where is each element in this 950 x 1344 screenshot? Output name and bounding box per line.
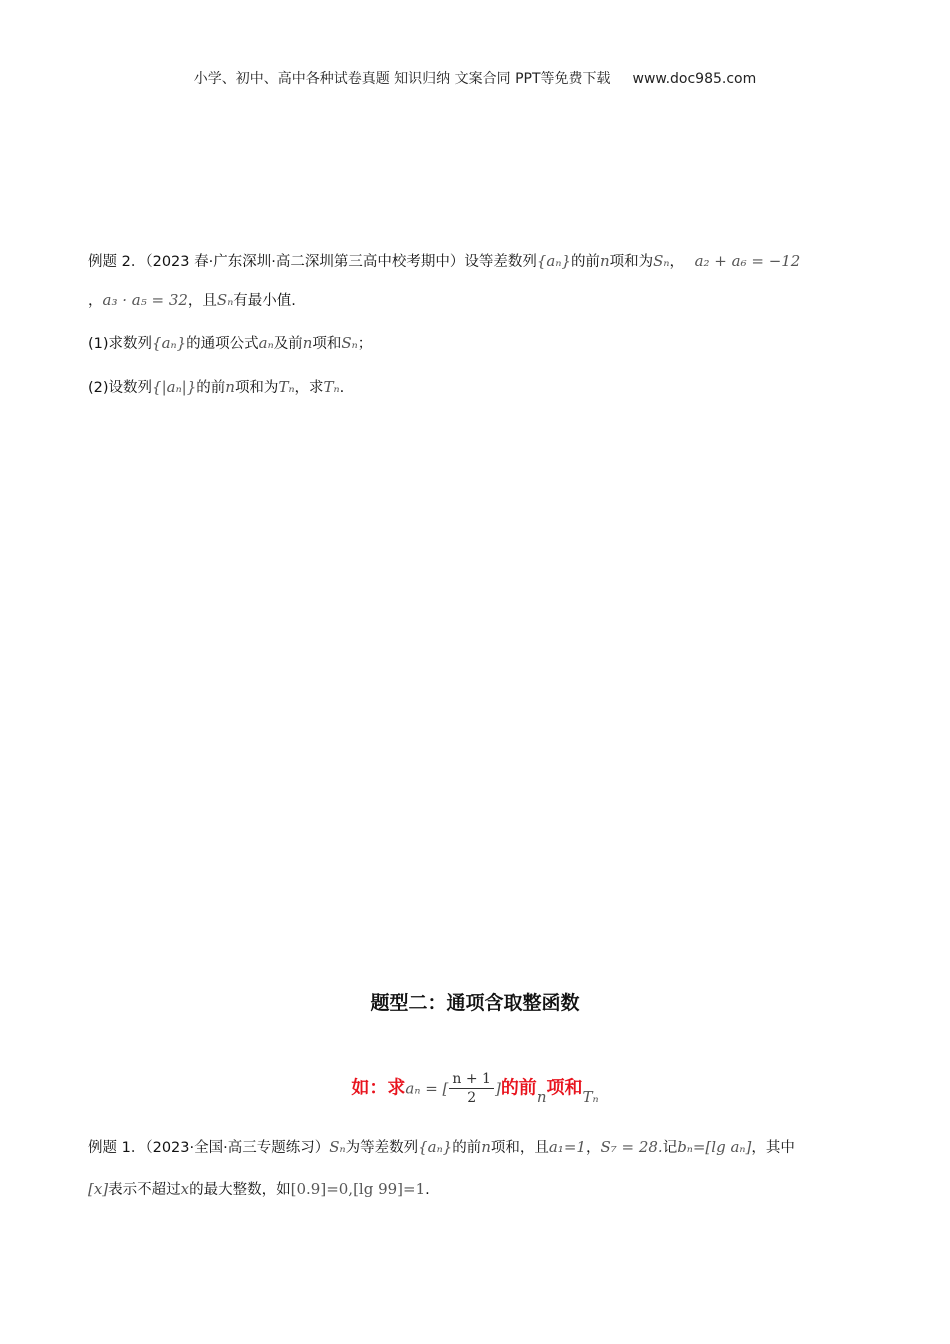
text: ， [88, 293, 103, 309]
math-x: x [180, 1180, 190, 1198]
example1-label: 例题 1． [88, 1140, 146, 1156]
example1-line2 [88, 1178, 430, 1201]
text: ， [585, 1140, 601, 1156]
text: 设等差数列 [464, 254, 537, 270]
math-cond1: a₂ + a₆ = −12 [694, 252, 801, 270]
text: (2)设数列 [88, 380, 153, 396]
math-n: n [302, 334, 313, 352]
text: ，其中 [751, 1140, 795, 1156]
example2-line1 [88, 250, 800, 273]
example1-source: （2023·全国·高三专题练习） [145, 1140, 330, 1156]
math-an-formula-left: aₙ = [ [405, 1079, 449, 1098]
math-n: n [481, 1138, 491, 1156]
math-an-formula-right: ] [494, 1079, 501, 1098]
text: 的前 [570, 254, 600, 270]
math-Sn: Sₙ [329, 1138, 346, 1156]
math-a1: a₁=1 [548, 1138, 586, 1156]
page-header [0, 68, 950, 88]
math-seq-an: {aₙ} [418, 1138, 453, 1156]
text: 的前 [452, 1140, 482, 1156]
text: 项和 [546, 1077, 583, 1099]
text: 项和，且 [490, 1140, 549, 1156]
text: . [425, 1182, 430, 1198]
math-seq-abs-an: {|aₙ|} [152, 378, 197, 396]
example2-label: 例题 2． [88, 254, 146, 270]
text: 如：求 [351, 1077, 406, 1099]
text: 项和为 [234, 380, 279, 396]
example2-question1 [88, 332, 372, 355]
fraction-numerator: n + 1 [449, 1070, 494, 1089]
math-Sn: Sₙ [653, 252, 670, 270]
example1-line1 [88, 1136, 795, 1159]
math-Tn: Tₙ [323, 378, 340, 396]
text: 的通项公式 [186, 336, 259, 352]
example2-line2 [88, 289, 296, 312]
math-Tn: Tₙ [582, 1087, 599, 1106]
math-n: n [536, 1087, 547, 1106]
math-bn: bₙ=[lg aₙ] [677, 1138, 752, 1156]
text: 及前 [273, 336, 303, 352]
math-S7: S₇ = 28. [600, 1138, 663, 1156]
section-subtitle [0, 1070, 950, 1107]
text: 记 [662, 1140, 678, 1156]
text: ， [669, 254, 684, 270]
text: 有最小值. [233, 293, 296, 309]
text: 为等差数列 [345, 1140, 419, 1156]
text: 项和为 [609, 254, 654, 270]
header-text: 小学、初中、高中各种试卷真题 知识归纳 文案合同 PPT等免费下载 [193, 71, 611, 87]
example2-source: （2023 春·广东深圳·高二深圳第三高中校考期中） [145, 254, 465, 270]
text: ，求 [294, 380, 324, 396]
fraction [449, 1070, 494, 1107]
section-title: 题型二：通项含取整函数 [370, 992, 580, 1014]
text: 的前 [196, 380, 226, 396]
math-cond2: a₃ · a₅ = 32 [102, 291, 188, 309]
math-Tn: Tₙ [278, 378, 295, 396]
math-seq-an: {aₙ} [152, 334, 187, 352]
text: ，且 [187, 293, 217, 309]
text: . [339, 380, 345, 396]
math-Sn: Sₙ [341, 334, 358, 352]
text: (1)求数列 [88, 336, 153, 352]
fraction-denominator: 2 [467, 1090, 477, 1106]
header-site-link[interactable]: www.doc985.com [632, 71, 757, 87]
math-floor-examples: [0.9]=0,[lg 99]=1 [290, 1180, 426, 1198]
math-n: n [225, 378, 235, 396]
text: 项和 [312, 336, 342, 352]
math-n: n [599, 252, 610, 270]
text: 的最大整数，如 [189, 1182, 291, 1198]
math-Sn: Sₙ [216, 291, 234, 309]
math-seq-an: {aₙ} [536, 252, 571, 270]
math-floor-x: [x] [88, 1180, 109, 1198]
text: 表示不超过 [108, 1182, 181, 1198]
text: 的前 [500, 1077, 537, 1099]
math-an: aₙ [258, 334, 274, 352]
example2-question2 [88, 376, 344, 399]
text: ； [357, 336, 373, 352]
